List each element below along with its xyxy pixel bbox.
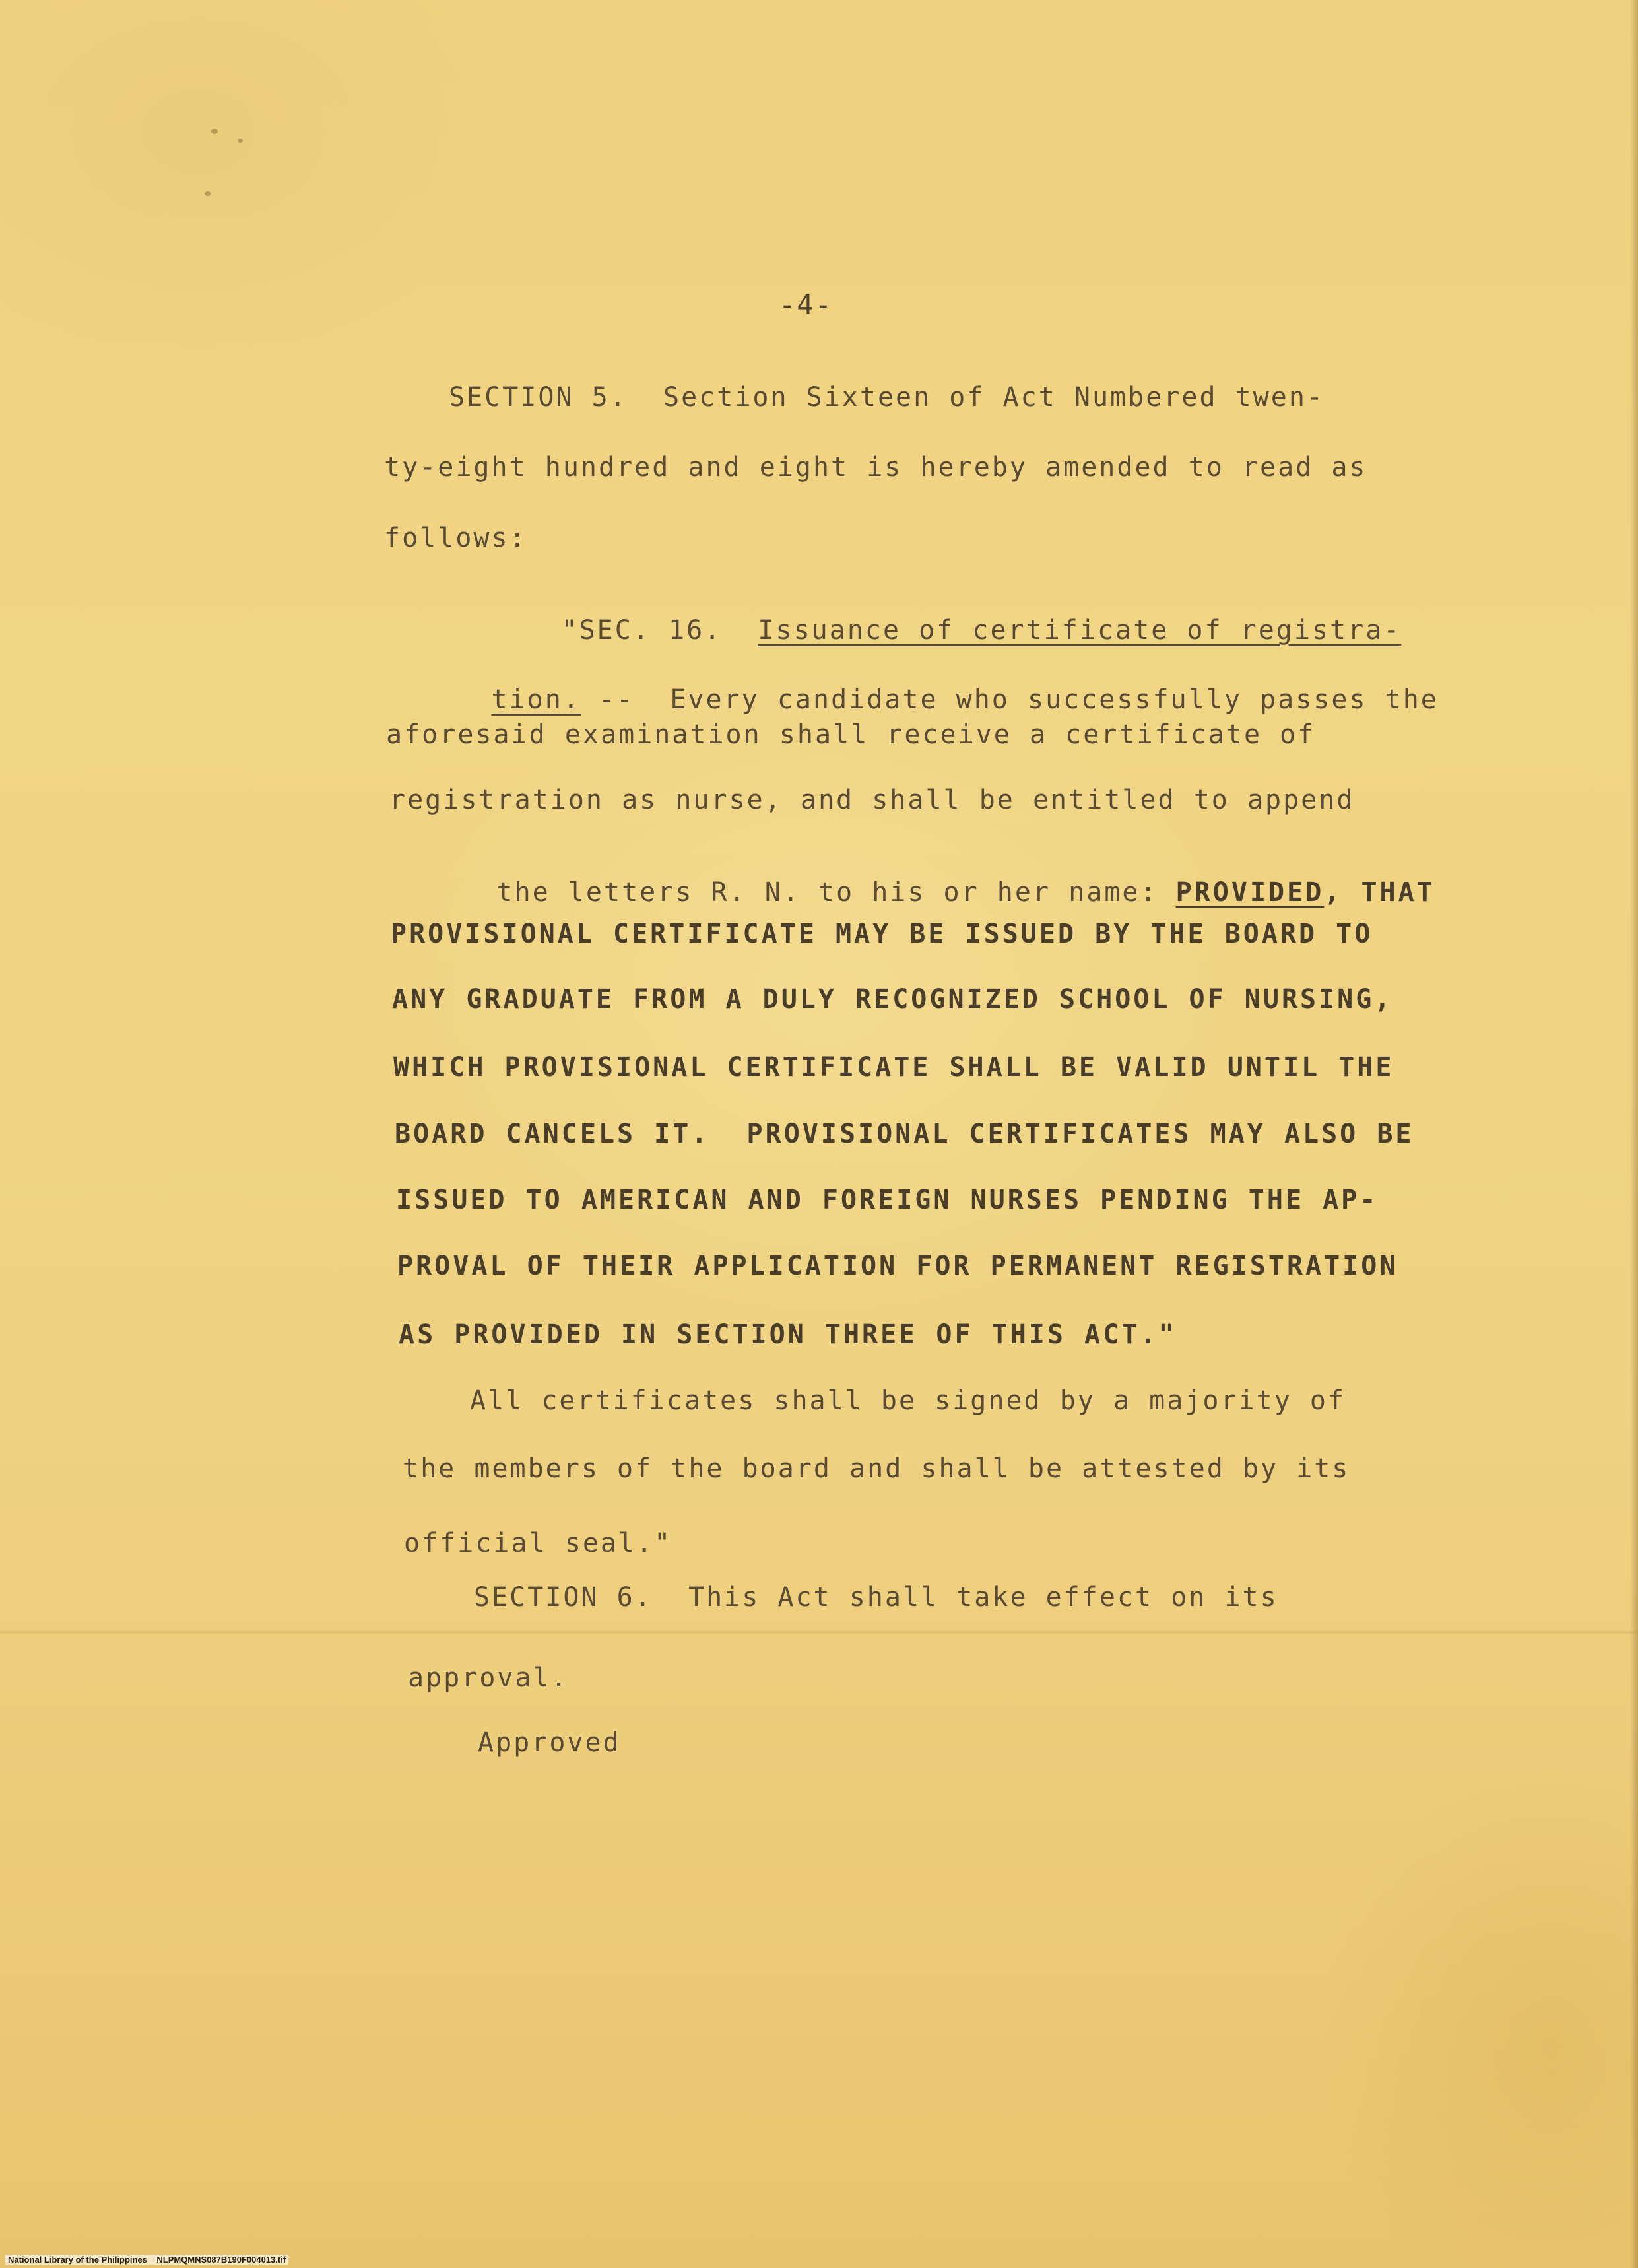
text-line: PROVAL OF THEIR APPLICATION FOR PERMANENT REGISTRATION — [397, 1251, 1398, 1281]
section-label: "SEC. 16. — [561, 615, 758, 646]
page-number: -4- — [779, 288, 833, 321]
text-line: All certificates shall be signed by a majority of — [470, 1385, 1346, 1416]
text-line: follows: — [384, 523, 527, 553]
underlined-heading: Issuance of certificate of registra- — [758, 615, 1402, 646]
paper-stain — [211, 129, 218, 134]
text-span: the letters R. N. to his or her name: — [496, 877, 1176, 908]
text-line: AS PROVIDED IN SECTION THREE OF THIS ACT." — [399, 1319, 1177, 1350]
text-line — [454, 591, 1401, 670]
text-line: BOARD CANCELS IT. PROVISIONAL CERTIFICATES MAY ALSO BE — [395, 1119, 1414, 1149]
text-line: WHICH PROVISIONAL CERTIFICATE SHALL BE VALID UNTIL THE — [393, 1052, 1394, 1083]
text-span: , THAT — [1324, 877, 1435, 908]
text-span: -- Every candidate who successfully passes the — [580, 684, 1439, 715]
paper-crease — [0, 1630, 1638, 1634]
text-line: approval. — [408, 1663, 569, 1693]
paper-stain — [205, 191, 211, 196]
underlined-proviso: PROVIDED — [1175, 877, 1325, 908]
text-line: PROVISIONAL CERTIFICATE MAY BE ISSUED BY THE BOARD TO — [391, 919, 1373, 949]
text-line: the members of the board and shall be attested by its — [403, 1453, 1350, 1484]
paper-edge — [1630, 0, 1638, 2268]
text-line: ANY GRADUATE FROM A DULY RECOGNIZED SCHOOL OF NURSING, — [392, 984, 1393, 1015]
text-line: ISSUED TO AMERICAN AND FOREIGN NURSES PENDING THE AP- — [396, 1185, 1379, 1215]
text-line: aforesaid examination shall receive a certificate of — [386, 719, 1316, 750]
text-line: Approved — [478, 1727, 621, 1758]
text-line: registration as nurse, and shall be entitled to append — [389, 785, 1355, 815]
underlined-heading-end: tion. — [491, 684, 581, 715]
text-line: ty-eight hundred and eight is hereby amended to read as — [384, 452, 1367, 483]
text-line: SECTION 6. This Act shall take effect on its — [474, 1582, 1278, 1613]
text-line: official seal." — [404, 1528, 672, 1558]
paper-stain — [238, 139, 243, 143]
archive-footer: National Library of the Philippines NLPMQMNS087B190F004013.tif — [5, 2255, 288, 2265]
text-line: SECTION 5. Section Sixteen of Act Numbered twen- — [449, 382, 1325, 413]
